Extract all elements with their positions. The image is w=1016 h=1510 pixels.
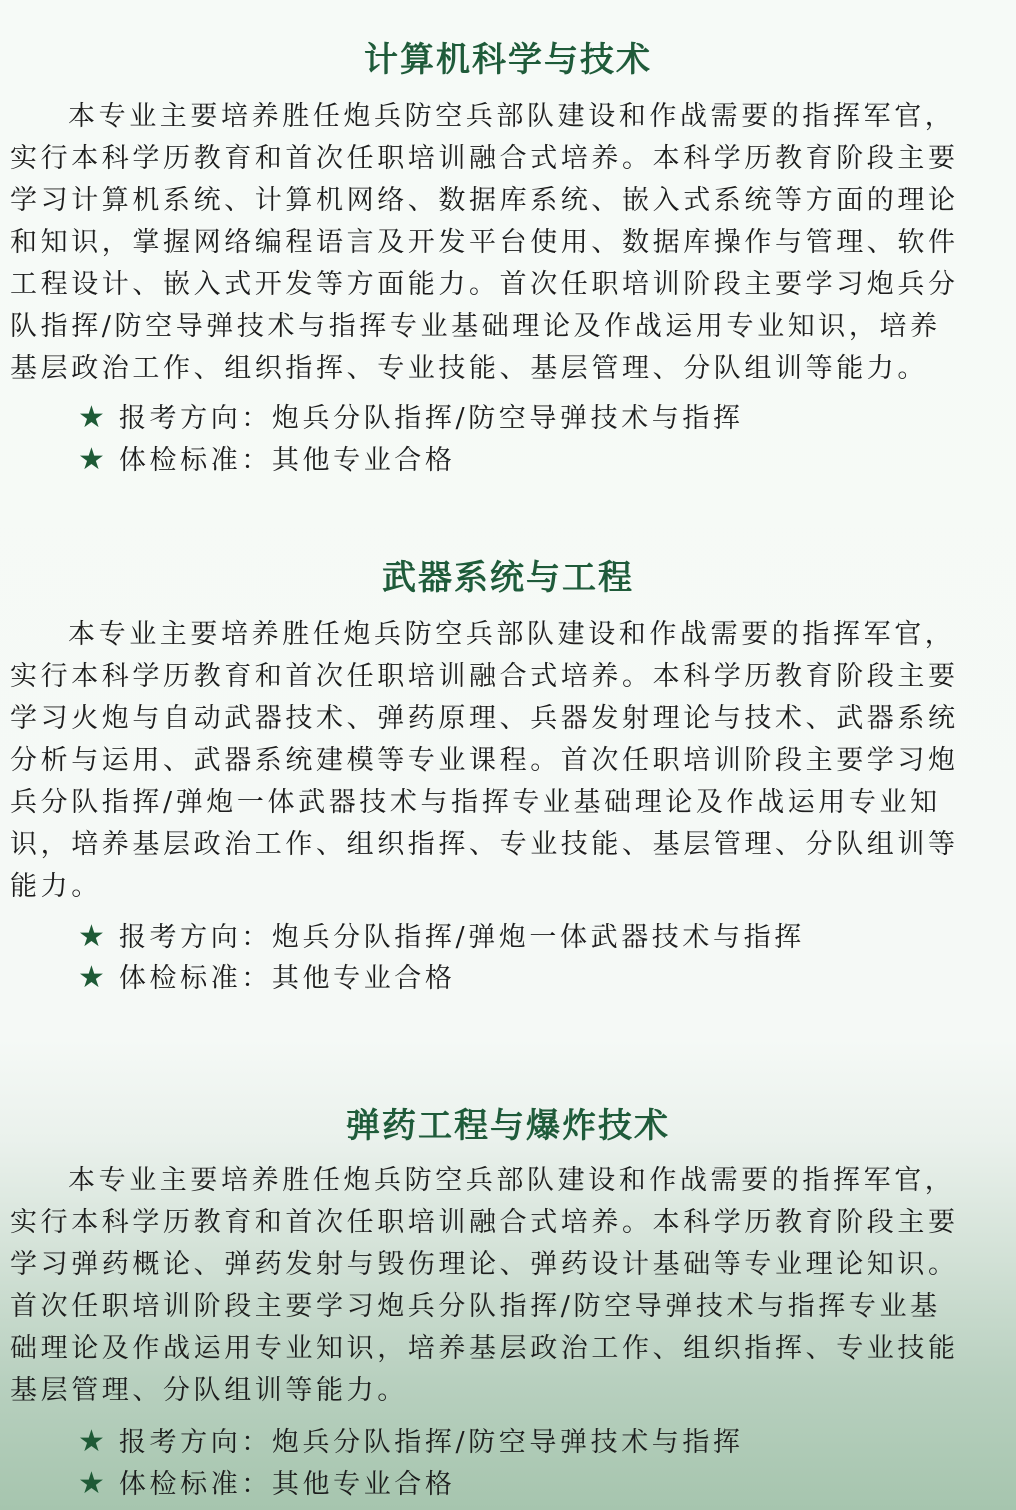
paragraph-line: 工程设计、嵌入式开发等方面能力。首次任职培训阶段主要学习炮兵分 xyxy=(10,269,959,300)
paragraph-line: 础理论及作战运用专业知识，培养基层政治工作、组织指挥、专业技能 xyxy=(10,1333,959,1364)
paragraph-line: 能力。 xyxy=(10,871,102,902)
paragraph-line: 实行本科学历教育和首次任职培训融合式培养。本科学历教育阶段主要 xyxy=(10,661,959,692)
bullet-label: 体检标准： xyxy=(118,445,272,476)
paragraph-line: 实行本科学历教育和首次任职培训融合式培养。本科学历教育阶段主要 xyxy=(10,143,959,174)
bullet-label: 体检标准： xyxy=(118,963,272,994)
paragraph-line: 识，培养基层政治工作、组织指挥、专业技能、基层管理、分队组训等 xyxy=(10,829,959,860)
star-icon: ★ xyxy=(78,442,105,477)
bullet-label: 体检标准： xyxy=(118,1469,272,1500)
physical-exam-item xyxy=(78,1462,456,1506)
star-icon: ★ xyxy=(78,960,105,995)
bullet-value: 炮兵分队指挥/防空导弹技术与指挥 xyxy=(271,1427,744,1458)
paragraph-line: 首次任职培训阶段主要学习炮兵分队指挥/防空导弹技术与指挥专业基 xyxy=(10,1291,941,1322)
star-icon: ★ xyxy=(78,1424,105,1459)
section-title: 弹药工程与爆炸技术 xyxy=(346,1106,670,1146)
paragraph-line: 学习弹药概论、弹药发射与毁伤理论、弹药设计基础等专业理论知识。 xyxy=(10,1249,959,1280)
paragraph-line: 和知识，掌握网络编程语言及开发平台使用、数据库操作与管理、软件 xyxy=(10,227,959,258)
application-direction-item xyxy=(78,396,744,440)
section-title: 武器系统与工程 xyxy=(382,558,634,598)
star-icon: ★ xyxy=(78,1466,105,1501)
section-title: 计算机科学与技术 xyxy=(364,40,652,80)
application-direction-item xyxy=(78,1420,744,1464)
bullet-value: 其他专业合格 xyxy=(271,1469,456,1500)
bullet-value: 其他专业合格 xyxy=(271,445,456,476)
paragraph-line: 本专业主要培养胜任炮兵防空兵部队建设和作战需要的指挥军官， xyxy=(68,619,956,650)
star-icon: ★ xyxy=(78,400,105,435)
paragraph-line: 兵分队指挥/弹炮一体武器技术与指挥专业基础理论及作战运用专业知 xyxy=(10,787,941,818)
section-description xyxy=(10,614,1012,908)
physical-exam-item xyxy=(78,956,456,1000)
section-description xyxy=(10,1160,1012,1412)
section-description xyxy=(10,96,1012,390)
paragraph-line: 分析与运用、武器系统建模等专业课程。首次任职培训阶段主要学习炮 xyxy=(10,745,959,776)
paragraph-line: 本专业主要培养胜任炮兵防空兵部队建设和作战需要的指挥军官， xyxy=(68,1165,956,1196)
bullet-label: 报考方向： xyxy=(118,403,272,434)
paragraph-line: 学习火炮与自动武器技术、弹药原理、兵器发射理论与技术、武器系统 xyxy=(10,703,959,734)
physical-exam-item xyxy=(78,438,456,482)
star-icon: ★ xyxy=(78,919,105,954)
bullet-value: 炮兵分队指挥/防空导弹技术与指挥 xyxy=(271,403,744,434)
bullet-value: 其他专业合格 xyxy=(271,963,456,994)
paragraph-line: 基层管理、分队组训等能力。 xyxy=(10,1375,408,1406)
paragraph-line: 本专业主要培养胜任炮兵防空兵部队建设和作战需要的指挥军官， xyxy=(68,101,956,132)
bullet-value: 炮兵分队指挥/弹炮一体武器技术与指挥 xyxy=(271,922,805,953)
application-direction-item xyxy=(78,915,805,959)
paragraph-line: 实行本科学历教育和首次任职培训融合式培养。本科学历教育阶段主要 xyxy=(10,1207,959,1238)
paragraph-line: 学习计算机系统、计算机网络、数据库系统、嵌入式系统等方面的理论 xyxy=(10,185,959,216)
paragraph-line: 队指挥/防空导弹技术与指挥专业基础理论及作战运用专业知识，培养 xyxy=(10,311,941,342)
bullet-label: 报考方向： xyxy=(118,1427,272,1458)
bullet-label: 报考方向： xyxy=(118,922,272,953)
paragraph-line: 基层政治工作、组织指挥、专业技能、基层管理、分队组训等能力。 xyxy=(10,353,928,384)
